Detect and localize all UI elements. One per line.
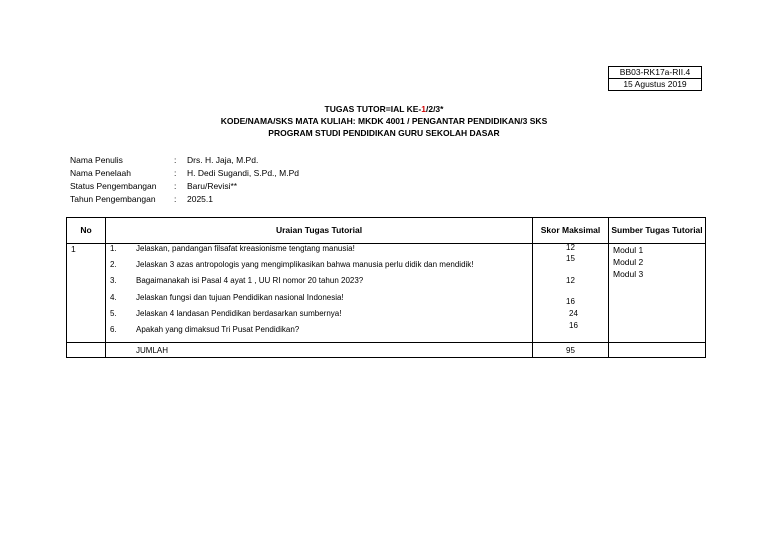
header-no: No	[67, 218, 106, 244]
header-score: Skor Maksimal	[533, 218, 609, 244]
total-row	[67, 343, 706, 358]
assignment-title: TUGAS TUTOR=IAL KE-1/2/3*	[324, 104, 444, 114]
document-code-box	[608, 66, 702, 91]
list-item: 4. Jelaskan fungsi dan tujuan Pendidikan nasional Indonesia!	[110, 293, 344, 302]
info-row-status: Status Pengembangan : Baru/Revisi**	[70, 180, 299, 193]
document-date: 15 Agustus 2019	[609, 79, 702, 91]
row-number: 1	[67, 244, 106, 343]
list-item: 3. Bagaimanakah isi Pasal 4 ayat 1 , UU RI nomor 20 tahun 2023?	[110, 276, 364, 285]
source-list	[609, 244, 706, 343]
header-task: Uraian Tugas Tutorial	[106, 218, 533, 244]
info-row-author: Nama Penulis : Drs. H. Jaja, M.Pd.	[70, 154, 299, 167]
score-value: 16	[569, 321, 578, 330]
list-item: 5. Jelaskan 4 landasan Pendidikan berdasarkan sumbernya!	[110, 309, 342, 318]
header-source: Sumber Tugas Tutorial	[609, 218, 706, 244]
score-value: 12	[566, 243, 575, 252]
assignment-number-highlight: 1	[421, 104, 426, 114]
source-item: Modul 3	[613, 269, 644, 279]
program-line: PROGRAM STUDI PENDIDIKAN GURU SEKOLAH DASAR	[268, 128, 500, 138]
total-label: JUMLAH	[106, 343, 533, 358]
list-item: 2. Jelaskan 3 azas antropologis yang mengimplikasikan bahwa manusia perlu didik dan mendidik!	[110, 260, 474, 269]
table-row	[67, 244, 706, 343]
total-value: 95	[533, 343, 609, 358]
course-line: KODE/NAMA/SKS MATA KULIAH: MKDK 4001 / PENGANTAR PENDIDIKAN/3 SKS	[220, 116, 548, 126]
document-info	[70, 154, 299, 205]
document-code: BB03-RK17a-RII.4	[609, 67, 702, 79]
source-item: Modul 1	[613, 245, 644, 255]
status-value: Baru/Revisi**	[187, 180, 238, 191]
info-row-reviewer: Nama Penelaah : H. Dedi Sugandi, S.Pd., M.Pd	[70, 168, 299, 179]
score-value: 12	[566, 276, 575, 285]
list-item: 1. Jelaskan, pandangan filsafat kreasionisme tengtang manusia!	[110, 244, 355, 253]
source-item: Modul 2	[613, 257, 644, 267]
score-value: 16	[566, 297, 575, 306]
score-value: 15	[566, 254, 575, 263]
list-item: 6. Apakah yang dimaksud Tri Pusat Pendidikan?	[110, 325, 300, 334]
author-value: Drs. H. Jaja, M.Pd.	[187, 155, 259, 166]
tutorial-task-table	[66, 217, 706, 358]
score-list	[533, 244, 609, 343]
year-value: 2025.1	[187, 193, 213, 204]
task-list	[106, 244, 533, 343]
reviewer-value: H. Dedi Sugandi, S.Pd., M.Pd	[187, 168, 299, 179]
score-value: 24	[569, 309, 578, 318]
info-row-year: Tahun Pengembangan : 2025.1	[70, 192, 299, 205]
table-header-row	[67, 218, 706, 244]
